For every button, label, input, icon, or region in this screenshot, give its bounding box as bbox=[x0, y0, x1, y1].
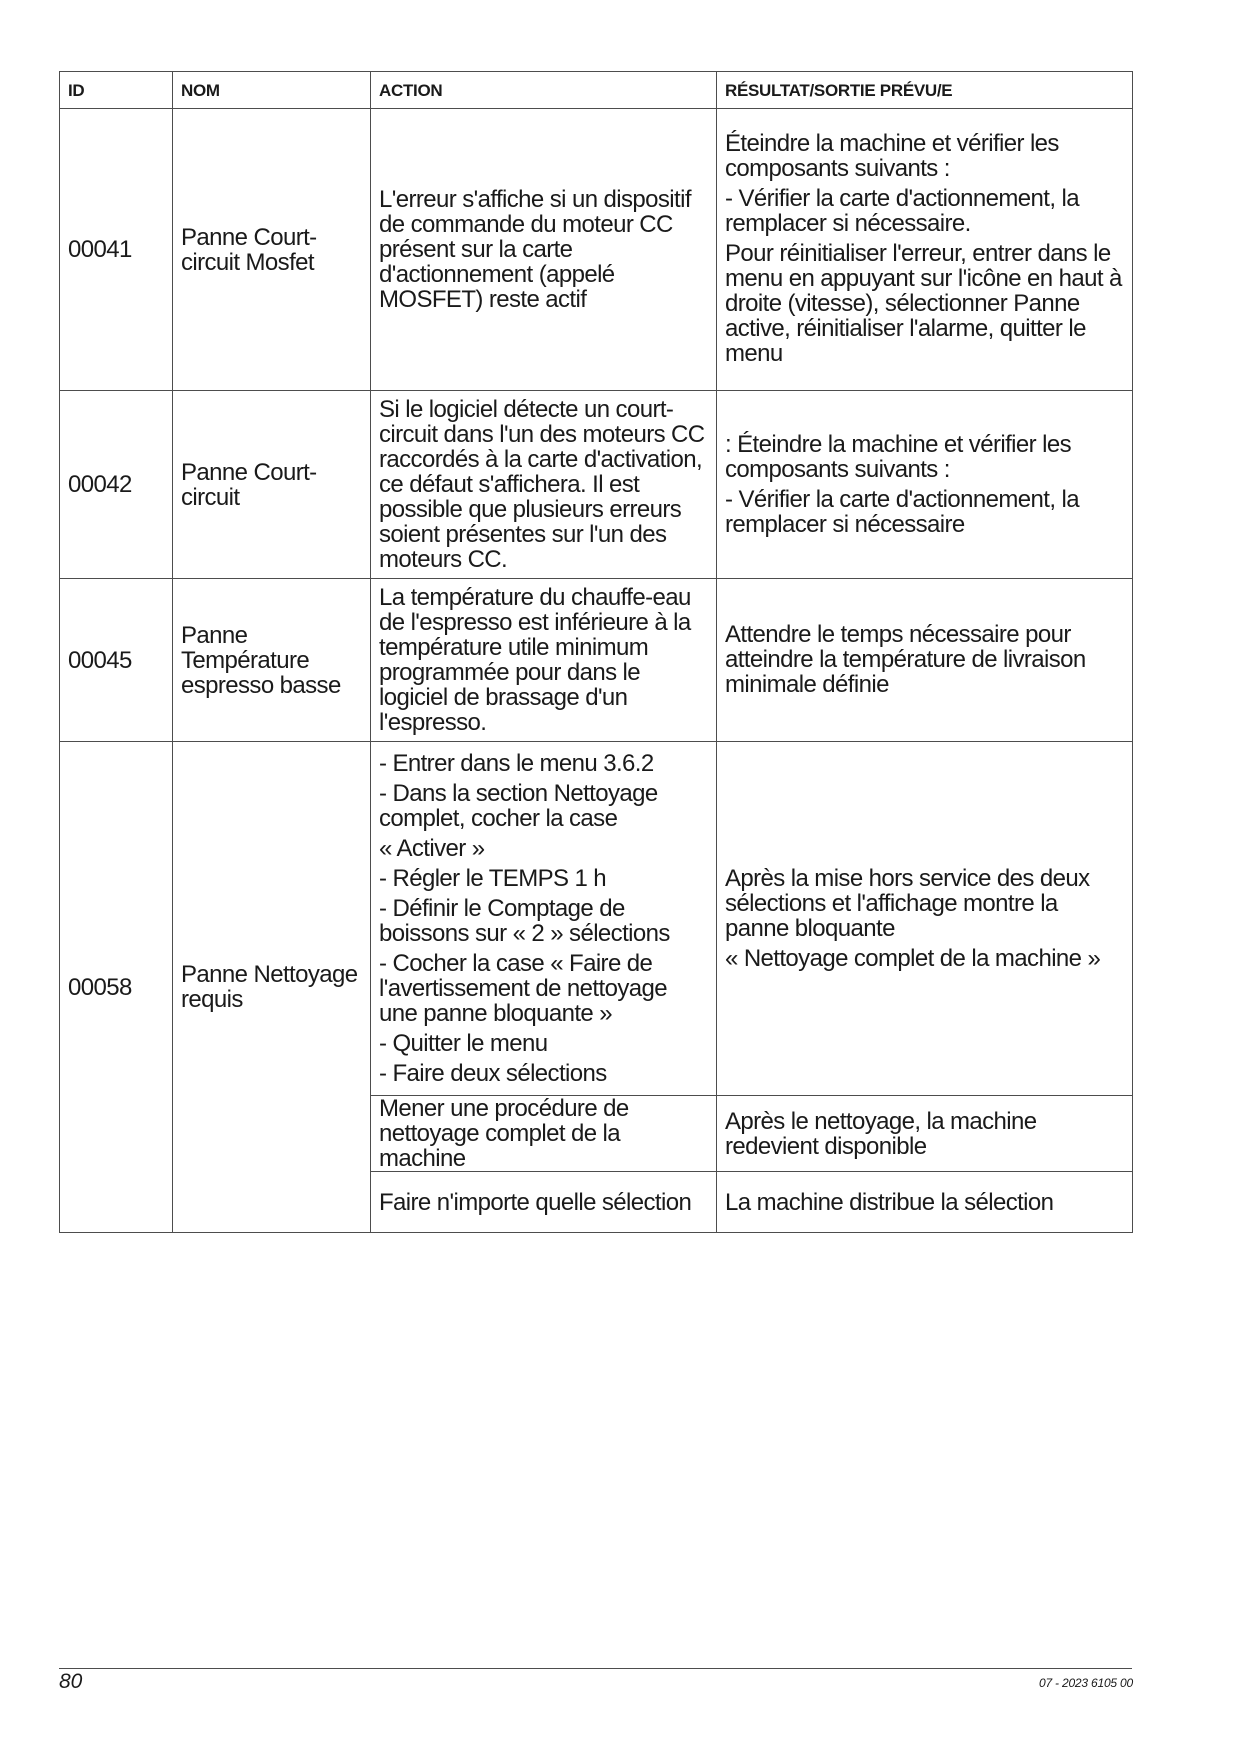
result-paragraph: : Éteindre la machine et vérifier les composants suivants : bbox=[725, 430, 1071, 483]
cell-nom: Panne Nettoyage requis bbox=[173, 742, 371, 1233]
footer-divider bbox=[59, 1668, 1132, 1669]
cell-id: 00041 bbox=[60, 109, 173, 391]
table-row bbox=[60, 391, 1133, 579]
cell-action bbox=[371, 742, 717, 1096]
cell-action: Si le logiciel détecte un court-circuit dans l'un des moteurs CC raccordés à la carte d'activation, ce défaut s'affichera. Il est possible que plusieurs erreurs soient présentes sur l'un des moteurs CC. bbox=[371, 391, 717, 579]
header-action: ACTION bbox=[371, 72, 717, 109]
action-step: - Dans la section Nettoyage complet, cocher la case bbox=[379, 779, 658, 832]
action-step: - Quitter le menu bbox=[379, 1029, 548, 1057]
cell-nom: Panne Court-circuit bbox=[173, 391, 371, 579]
cell-action: L'erreur s'affiche si un dispositif de commande du moteur CC présent sur la carte d'actionnement (appelé MOSFET) reste actif bbox=[371, 109, 717, 391]
result-paragraph: Attendre le temps nécessaire pour atteindre la température de livraison minimale définie bbox=[725, 621, 1086, 698]
cell-resultat: La machine distribue la sélection bbox=[717, 1172, 1133, 1233]
cell-id: 00045 bbox=[60, 579, 173, 742]
cell-resultat bbox=[717, 109, 1133, 391]
header-nom: NOM bbox=[173, 72, 371, 109]
table-row bbox=[60, 109, 1133, 391]
action-step: - Régler le TEMPS 1 h bbox=[379, 864, 607, 892]
result-paragraph: « Nettoyage complet de la machine » bbox=[725, 944, 1101, 972]
action-step: - Faire deux sélections bbox=[379, 1059, 607, 1087]
cell-resultat bbox=[717, 579, 1133, 742]
result-paragraph: Pour réinitialiser l'erreur, entrer dans le menu en appuyant sur l'icône en haut à droite (vitesse), sélectionner Panne active, réinitialiser l'alarme, quitter le menu bbox=[725, 240, 1122, 367]
header-resultat: RÉSULTAT/SORTIE PRÉVU/E bbox=[717, 72, 1133, 109]
cell-nom: Panne Température espresso basse bbox=[173, 579, 371, 742]
cell-action: La température du chauffe-eau de l'espresso est inférieure à la température utile minimum programmée pour dans le logiciel de brassage d'un l'espresso. bbox=[371, 579, 717, 742]
cell-resultat bbox=[717, 391, 1133, 579]
document-code: 07 - 2023 6105 00 bbox=[1038, 1676, 1133, 1690]
table-header-row bbox=[60, 72, 1133, 109]
cell-nom: Panne Court-circuit Mosfet bbox=[173, 109, 371, 391]
cell-resultat: Après le nettoyage, la machine redevient disponible bbox=[717, 1096, 1133, 1172]
table-row bbox=[60, 742, 1133, 1096]
cell-action: Mener une procédure de nettoyage complet de la machine bbox=[371, 1096, 717, 1172]
page-number: 80 bbox=[59, 1670, 83, 1693]
cell-action: Faire n'importe quelle sélection bbox=[371, 1172, 717, 1233]
action-step: - Entrer dans le menu 3.6.2 bbox=[379, 749, 654, 777]
cell-resultat bbox=[717, 742, 1133, 1096]
table-row bbox=[60, 579, 1133, 742]
result-paragraph: - Vérifier la carte d'actionnement, la remplacer si nécessaire bbox=[725, 485, 1079, 538]
action-step: « Activer » bbox=[379, 834, 485, 862]
fault-code-table bbox=[59, 71, 1133, 1233]
cell-id: 00058 bbox=[60, 742, 173, 1233]
header-id: ID bbox=[60, 72, 173, 109]
result-paragraph: Éteindre la machine et vérifier les composants suivants : bbox=[725, 130, 1059, 182]
result-paragraph: - Vérifier la carte d'actionnement, la remplacer si nécessaire. bbox=[725, 185, 1079, 237]
action-step: - Cocher la case « Faire de l'avertissement de nettoyage une panne bloquante » bbox=[379, 949, 667, 1027]
result-paragraph: Après la mise hors service des deux sélections et l'affichage montre la panne bloquante bbox=[725, 864, 1090, 942]
cell-id: 00042 bbox=[60, 391, 173, 579]
action-step: - Définir le Comptage de boissons sur « 2 » sélections bbox=[379, 894, 670, 947]
